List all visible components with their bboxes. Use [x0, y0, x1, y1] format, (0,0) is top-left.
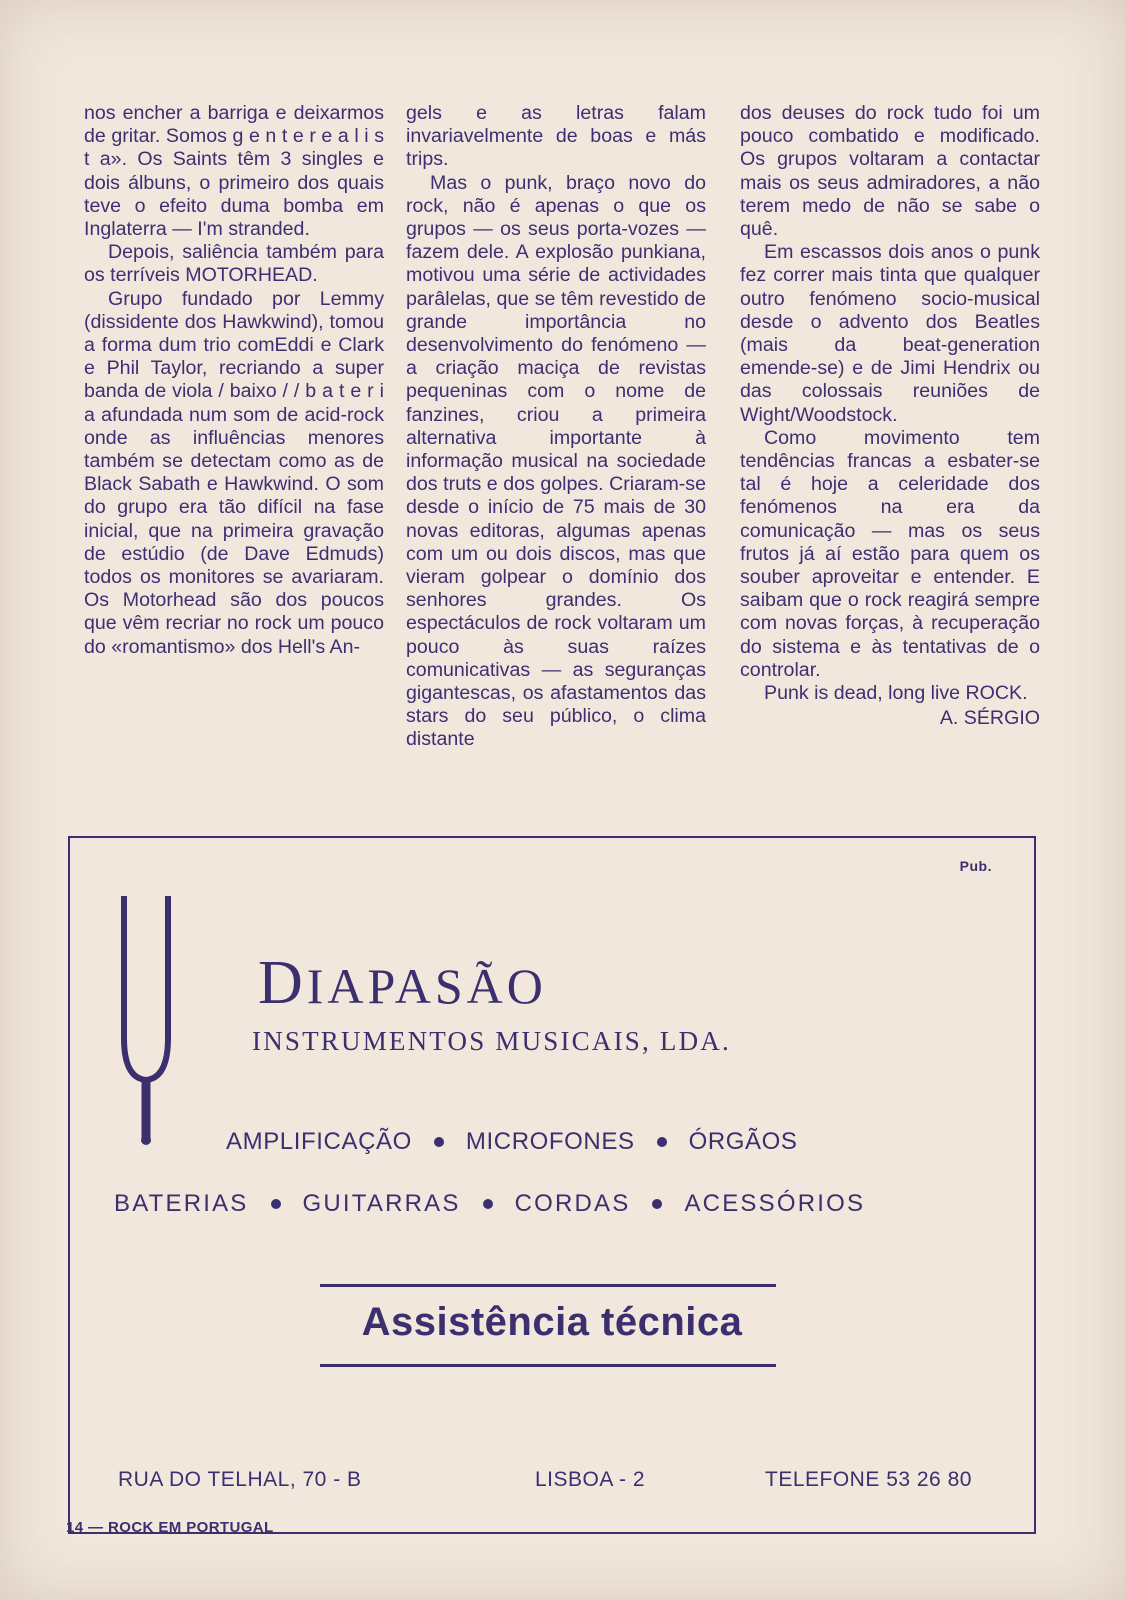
advertisement: [68, 836, 1036, 1534]
city: LISBOA - 2: [535, 1468, 646, 1491]
phone: TELEFONE 53 26 80: [765, 1468, 972, 1491]
article-column-2: [406, 102, 706, 752]
paragraph: dos deuses do rock tudo foi um pouco combatido e modificado. Os grupos voltaram a contactar mais os seus admiradores, a não terem medo de não se sabe o quê.: [740, 102, 1040, 241]
product-list-2: [114, 1190, 865, 1218]
brand-rest: IAPASÃO: [306, 958, 547, 1014]
paragraph: gels e as letras falam invariavelmente de boas e más trips.: [406, 102, 706, 171]
product-item: CORDAS: [514, 1190, 631, 1217]
brand-name: [258, 948, 547, 1019]
paragraph: nos encher a barriga e deixarmos de gritar. Somos g e n t e r e a l i s t a». Os Saints têm 3 singles e dois álbuns, o primeiro dos quais teve o efeito duma bomba em Inglaterra — I'm stranded.: [84, 102, 384, 241]
paragraph: Grupo fundado por Lemmy (dissidente dos Hawkwind), tomou a forma dum trio comEddi e Clark e Phil Taylor, recriando a super banda de viola / baixo / / b a t e r i a afundada num som de acid-rock onde as influências menores também se detectam como as de Black Sabath e Hawkwind. O som do grupo era tão difícil na fase inicial, que na primeira gravação de estúdio (de Dave Edmuds) todos os monitores se avariaram. Os Motorhead são dos poucos que vêm recriar no rock um pouco do «romantismo» dos Hell's An-: [84, 287, 384, 658]
address: RUA DO TELHAL, 70 - B: [118, 1468, 362, 1491]
paragraph: Punk is dead, long live ROCK.: [764, 682, 1028, 705]
product-item: MICROFONES: [465, 1128, 635, 1155]
paragraph: Como movimento tem tendências francas a esbater-se tal é hoje a celeridade dos fenómenos na era da comunicação — mas os seus frutos já aí estão para quem os souber aproveitar e entender. E saibam que o rock reagirá sempre com novas forças, à recuperação do sistema e às tentativas de o controlar.: [740, 426, 1040, 681]
service-heading: Assistência técnica: [361, 1300, 743, 1344]
pub-label: Pub.: [959, 858, 992, 874]
bullet-icon: [271, 1199, 281, 1209]
divider: [320, 1284, 776, 1287]
brand-initial: D: [258, 949, 307, 1017]
author-signature: A. SÉRGIO: [939, 707, 1040, 730]
product-item: ACESSÓRIOS: [684, 1190, 866, 1217]
tuning-fork-icon: [116, 888, 176, 1148]
paragraph: Em escassos dois anos o punk fez correr mais tinta que qualquer outro fenómeno socio-musical desde o advento dos Beatles (mais da beat-generation emende-se) e de Jimi Hendrix ou das colossais reuniões de Wight/Woodstock.: [740, 241, 1040, 426]
product-list-1: [226, 1128, 798, 1156]
bullet-icon: [483, 1199, 493, 1209]
product-item: ÓRGÃOS: [688, 1128, 798, 1155]
article-column-3: [740, 102, 1040, 730]
product-item: BATERIAS: [114, 1190, 249, 1217]
divider: [320, 1364, 776, 1367]
article-column-1: [84, 102, 384, 659]
page-footer: 14 — ROCK EM PORTUGAL: [66, 1519, 274, 1536]
product-item: AMPLIFICAÇÃO: [226, 1128, 412, 1155]
bullet-icon: [657, 1137, 667, 1147]
paragraph: Depois, saliência também para os terríveis MOTORHEAD.: [84, 241, 384, 287]
product-item: GUITARRAS: [302, 1190, 461, 1217]
paragraph: Mas o punk, braço novo do rock, não é apenas o que os grupos — os seus porta-vozes — fazem dele. A explosão punkiana, motivou uma série de actividades parâlelas, que se têm revestido de grande importância no desenvolvimento do fenómeno — a criação maciça de revistas pequeninas com o nome de fanzines, criou a primeira alternativa importante à informação musical na sociedade dos truts e dos golpes. Criaram-se desde o início de 75 mais de 30 novas editoras, algumas apenas com um ou dois discos, mas que vieram golpear o domínio dos senhores grandes. Os espectáculos de rock voltaram um pouco às suas raízes comunicativas — as seguranças gigantescas, os afastamentos das stars do seu público, o clima distante: [406, 171, 706, 751]
company-name: INSTRUMENTOS MUSICAIS, LDA.: [252, 1026, 731, 1056]
bullet-icon: [434, 1137, 444, 1147]
bullet-icon: [652, 1199, 662, 1209]
